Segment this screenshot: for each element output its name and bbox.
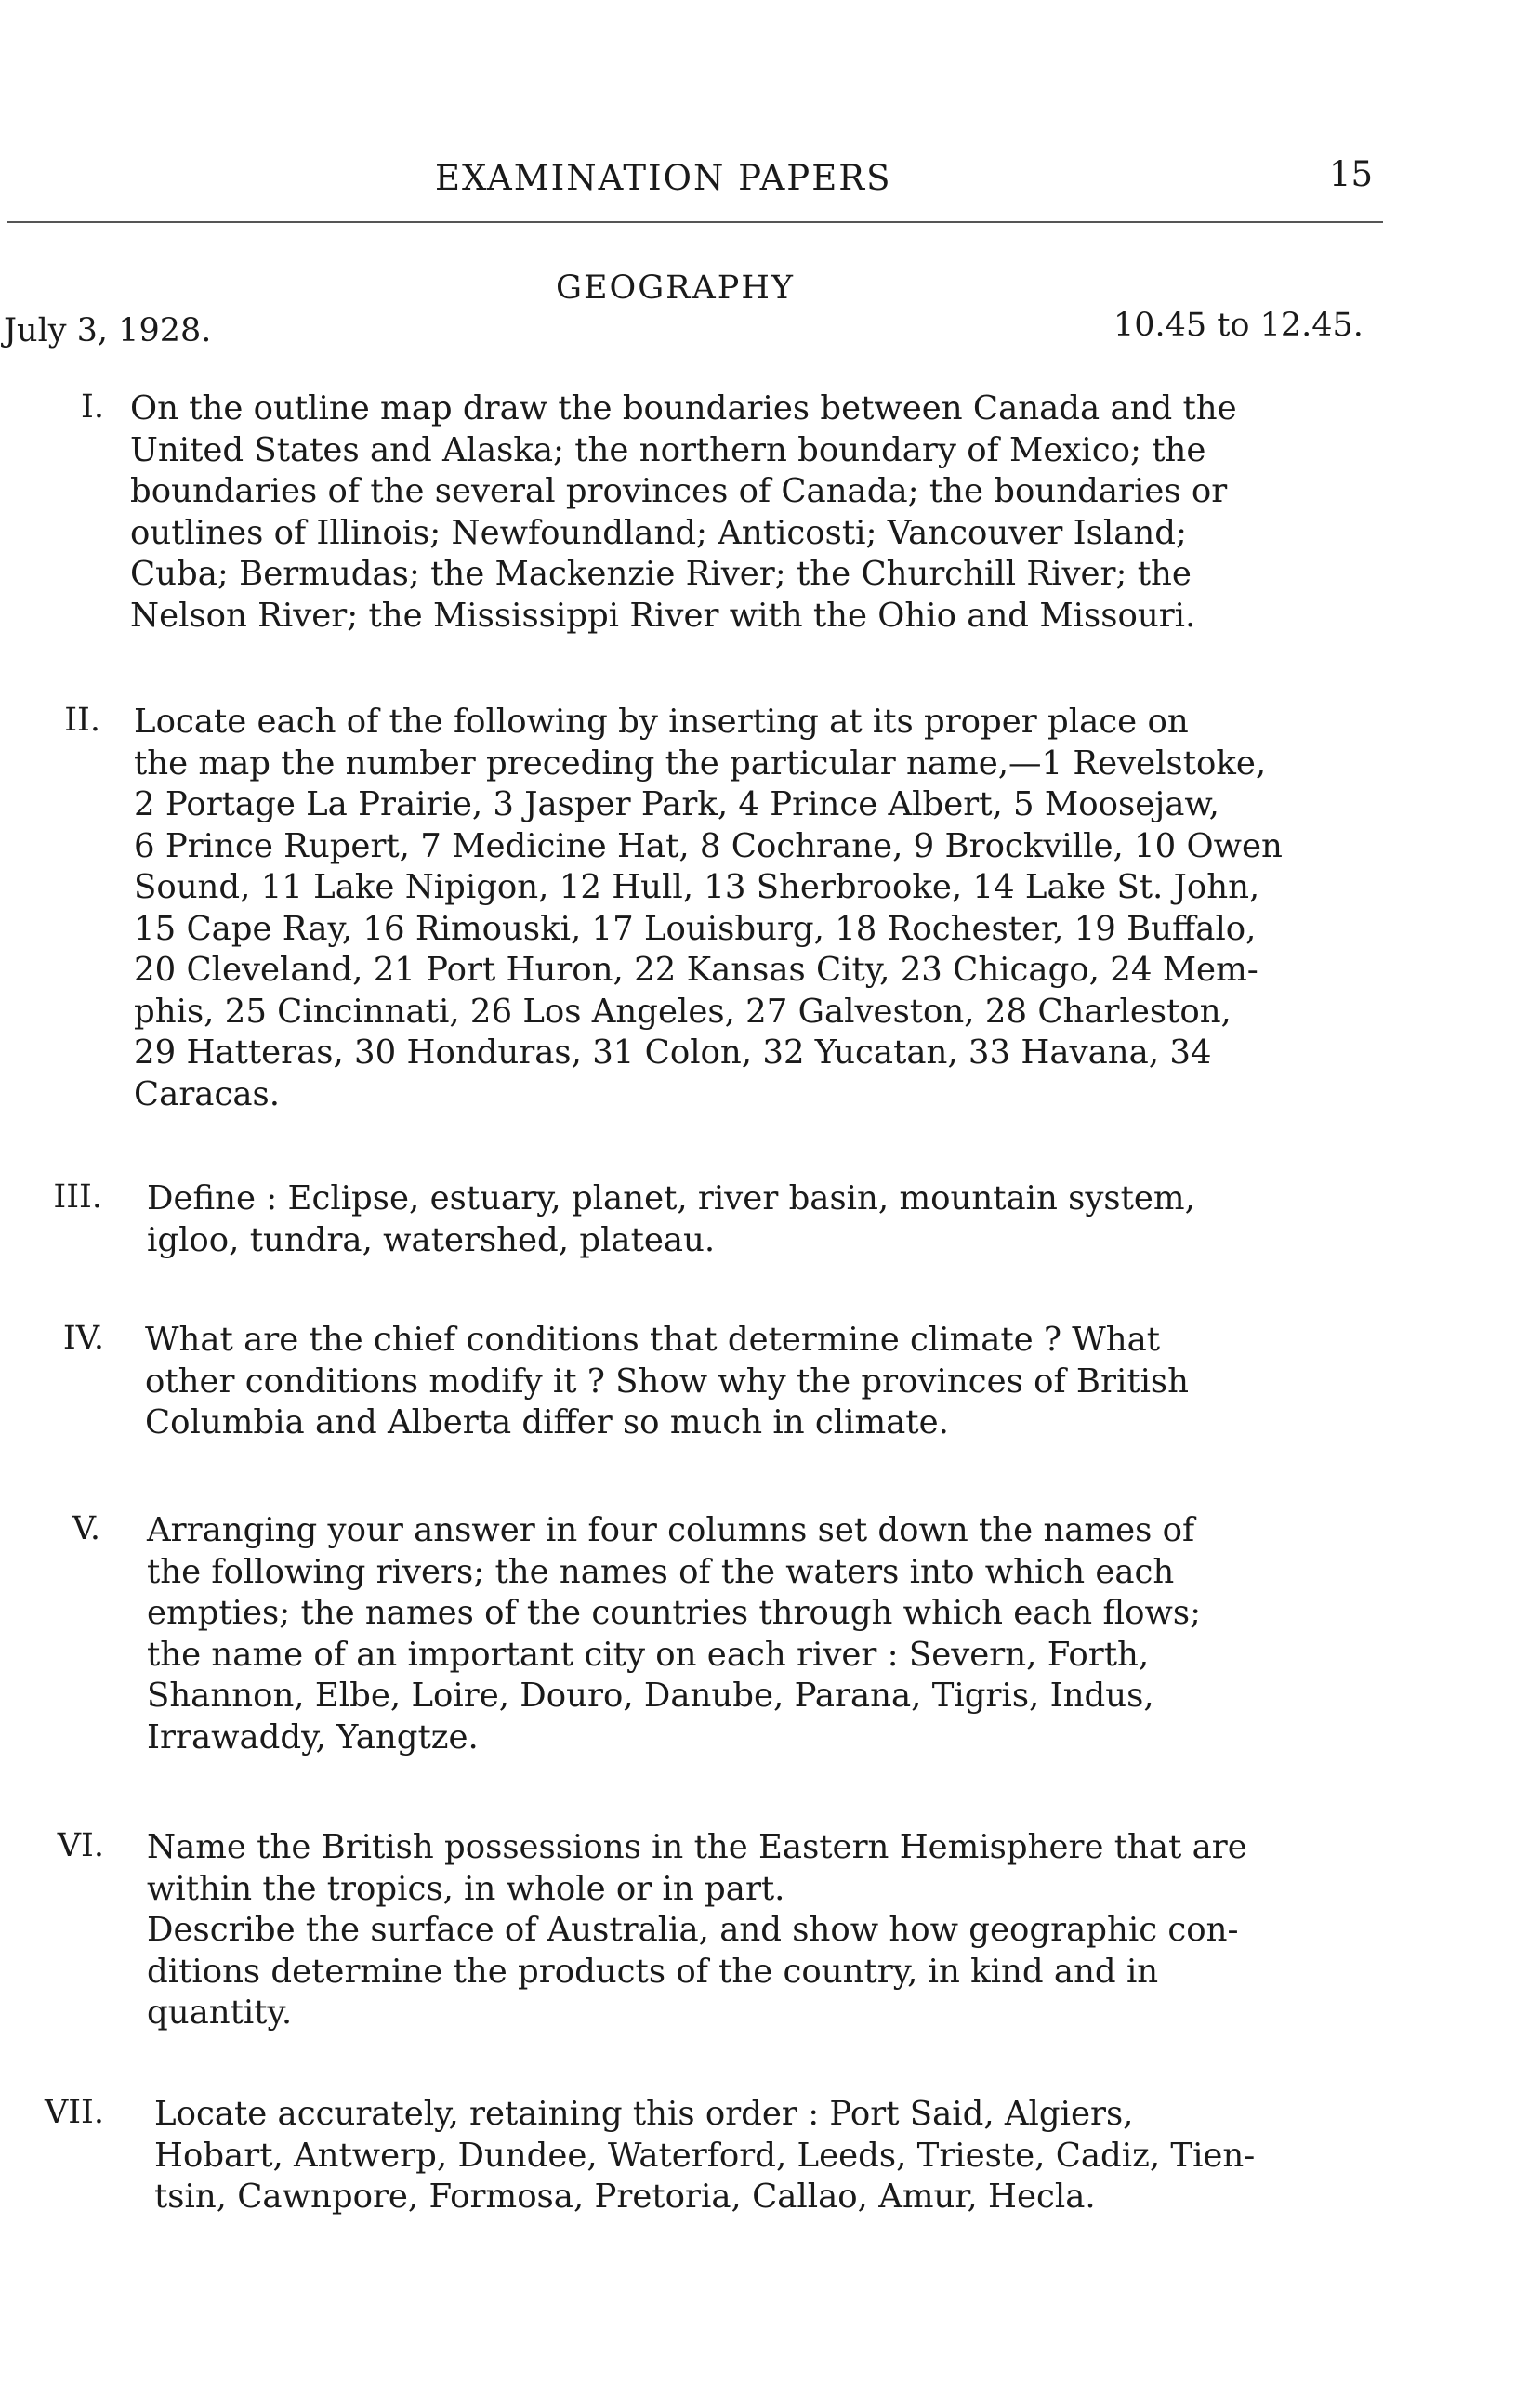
question-text: On the outline map draw the boundaries between Canada and the United States and Alaska; the northern boundary of Mexico; the boundaries of the several provinces of Canada; the boundaries or outlines of Illinois; Newfoundland; Anticosti; Vancouver Island; Cuba; Bermudas; the Mackenzie River; the Churchill River; the Nelson River; the Mississippi River with the Ohio and Missouri. <box>130 389 1237 635</box>
page-number: 15 <box>1329 154 1374 194</box>
question-text: Locate each of the following by inserting at its proper place on the map the number preceding the particular name,—1 Revelstoke, 2 Portage La Prairie, 3 Jasper Park, 4 Prince Albert, 5 Moosejaw, 6 Prince Rupert, 7 Medicine Hat, 8 Cochrane, 9 Brockville, 10 Owen Sound, 11 Lake Nipigon, 12 Hull, 13 Sherbrooke, 14 Lake St. John, 15 Cape Ray, 16 Rimouski, 17 Louisburg, 18 Rochester, 19 Buffalo, 20 Cleveland, 21 Port Huron, 22 Kansas City, 23 Chicago, 24 Mem- phis, 25 Cincinnati, 26 Los Angeles, 27 Galveston, 28 Charleston, 29 Hatteras, 30 Honduras, 31 Colon, 32 Yucatan, 33 Havana, 34 Caracas. <box>134 703 1283 1113</box>
question-number: V. <box>72 1510 100 1547</box>
question-text: Define : Eclipse, estuary, planet, river basin, mountain system, igloo, tundra, watershed, plateau. <box>147 1179 1195 1259</box>
question-number: I. <box>81 388 104 426</box>
question-text: Locate accurately, retaining this order : Port Said, Algiers, Hobart, Antwerp, Dundee, Waterford, Leeds, Trieste, Cadiz, Tien- tsin, Cawnpore, Formosa, Pretoria, Callao, Amur, Hecla. <box>154 2095 1256 2216</box>
question-text: Arranging your answer in four columns set down the names of the following rivers; the names of the waters into which each empties; the names of the countries through which each flows; the name of an important city on each river : Severn, Forth, Shannon, Elbe, Loire, Douro, Danube, Parana, Tigris, Indus, Irrawaddy, Yangtze. <box>147 1511 1202 1757</box>
question-number: IV. <box>62 1320 104 1357</box>
subject-title: GEOGRAPHY <box>556 270 795 307</box>
question-number: II. <box>64 702 100 739</box>
running-title: EXAMINATION PAPERS <box>435 158 892 198</box>
header-rule <box>7 221 1383 223</box>
exam-date: July 3, 1928. <box>4 312 212 349</box>
exam-time: 10.45 to 12.45. <box>1113 307 1364 344</box>
question-text: Name the British possessions in the Eastern Hemisphere that are within the tropics, in whole or in part. Describe the surface of Australia, and show how geographic con- ditions determine the products of the country, in kind and in quantity. <box>147 1828 1247 2032</box>
question-number: VI. <box>57 1827 104 1864</box>
question-number: VII. <box>44 2094 104 2131</box>
question-number: III. <box>53 1178 102 1216</box>
question-text: What are the chief conditions that determine climate ? What other conditions modify it ? Show why the provinces of British Columbia and Alberta differ so much in climate. <box>145 1321 1190 1441</box>
